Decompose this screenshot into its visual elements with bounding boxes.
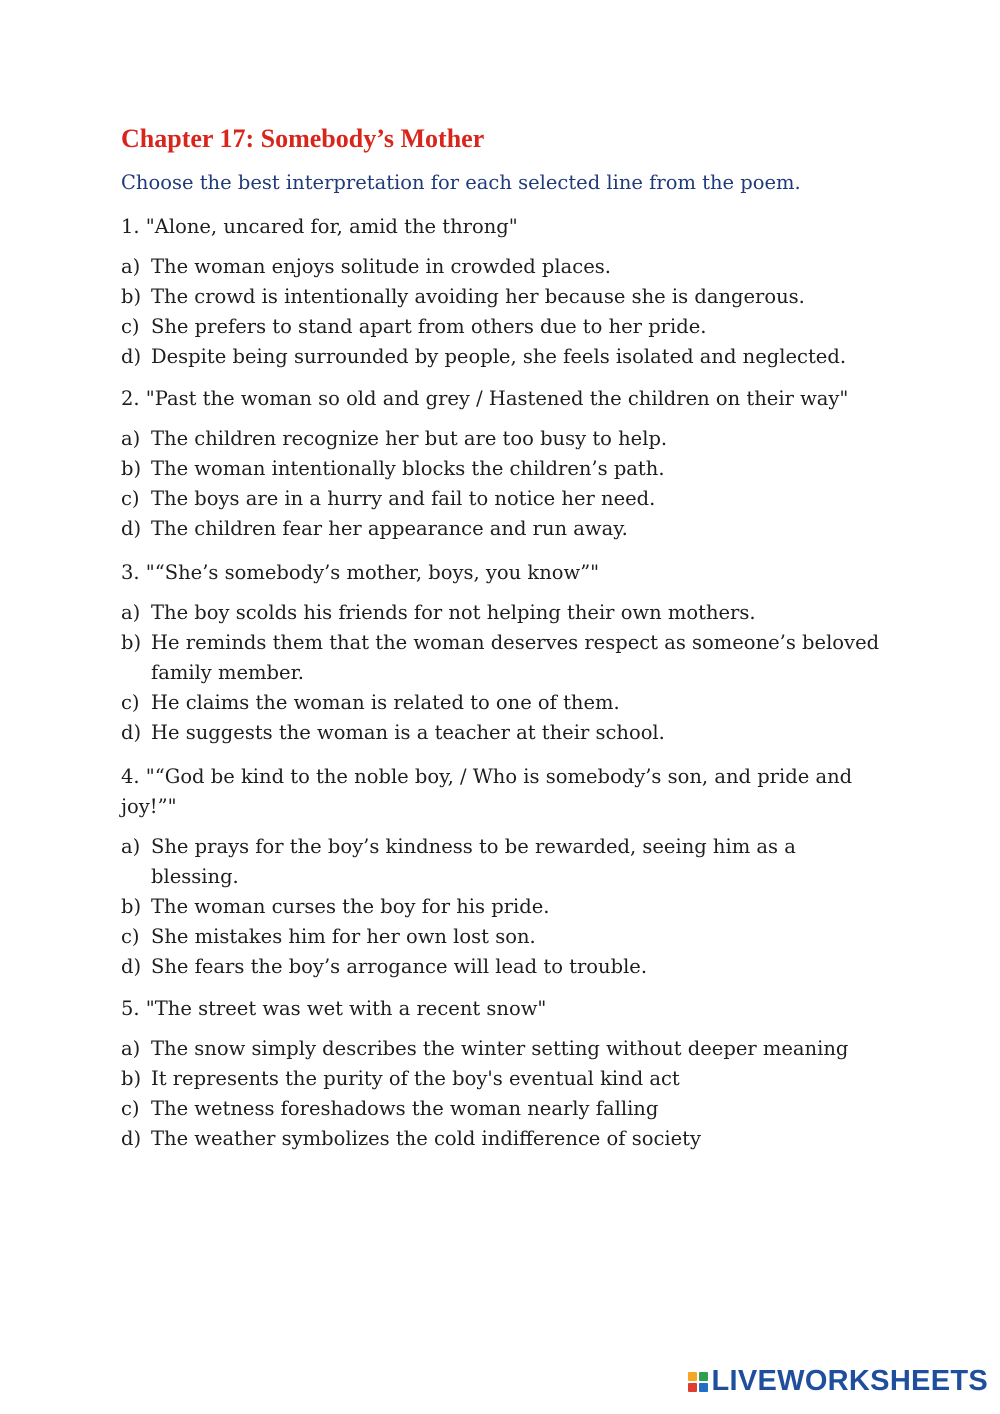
option-letter: c) — [121, 1097, 140, 1120]
option-text: He claims the woman is related to one of them. — [151, 691, 620, 714]
option-text: The woman enjoys solitude in crowded places. — [151, 255, 611, 278]
option-letter: c) — [121, 925, 140, 948]
answer-option-a[interactable] — [121, 1034, 881, 1064]
option-text: She mistakes him for her own lost son. — [151, 925, 536, 948]
answer-options — [121, 252, 881, 372]
answer-option-a[interactable] — [121, 424, 881, 454]
answer-option-d[interactable] — [121, 1124, 881, 1154]
option-letter: a) — [121, 601, 141, 624]
option-text: Despite being surrounded by people, she feels isolated and neglected. — [151, 345, 847, 368]
liveworksheets-logo-icon — [688, 1372, 708, 1392]
logo-square-3 — [688, 1383, 697, 1392]
option-letter: d) — [121, 345, 142, 368]
answer-option-b[interactable] — [121, 892, 881, 922]
option-text: The woman curses the boy for his pride. — [151, 895, 550, 918]
answer-option-c[interactable] — [121, 1094, 881, 1124]
option-text: The children fear her appearance and run away. — [151, 517, 628, 540]
option-letter: d) — [121, 1127, 142, 1150]
answer-option-d[interactable] — [121, 514, 881, 544]
option-text: The crowd is intentionally avoiding her because she is dangerous. — [151, 285, 805, 308]
option-letter: a) — [121, 255, 141, 278]
option-text: He suggests the woman is a teacher at their school. — [151, 721, 665, 744]
question-5 — [121, 994, 881, 1154]
answer-option-a[interactable] — [121, 832, 881, 892]
answer-option-d[interactable] — [121, 718, 881, 748]
logo-text: LIVEWORKSHEETS — [711, 1365, 988, 1397]
option-text: The woman intentionally blocks the children’s path. — [151, 457, 665, 480]
answer-option-c[interactable] — [121, 312, 881, 342]
answer-option-a[interactable] — [121, 252, 881, 282]
answer-options — [121, 832, 881, 982]
option-text: The wetness foreshadows the woman nearly falling — [151, 1097, 659, 1120]
option-letter: b) — [121, 1067, 142, 1090]
answer-option-d[interactable] — [121, 342, 881, 372]
option-text: It represents the purity of the boy's eventual kind act — [151, 1067, 680, 1090]
option-text: She prays for the boy’s kindness to be rewarded, seeing him as a blessing. — [151, 835, 796, 888]
answer-option-c[interactable] — [121, 922, 881, 952]
answer-options — [121, 424, 881, 544]
option-text: The children recognize her but are too busy to help. — [151, 427, 668, 450]
option-letter: b) — [121, 285, 142, 308]
option-letter: c) — [121, 315, 140, 338]
question-prompt: 3. "“She’s somebody’s mother, boys, you know”" — [121, 561, 600, 584]
option-letter: b) — [121, 457, 142, 480]
option-letter: d) — [121, 955, 142, 978]
option-letter: d) — [121, 517, 142, 540]
question-prompt: 4. "“God be kind to the noble boy, / Who is somebody’s son, and pride and joy!”" — [121, 765, 853, 818]
answer-options — [121, 1034, 881, 1154]
answer-option-c[interactable] — [121, 688, 881, 718]
answer-option-b[interactable] — [121, 1064, 881, 1094]
answer-options — [121, 598, 881, 748]
liveworksheets-logo — [688, 1365, 989, 1398]
option-letter: d) — [121, 721, 142, 744]
question-3 — [121, 558, 881, 748]
question-1 — [121, 212, 881, 372]
option-text: The snow simply describes the winter setting without deeper meaning — [151, 1037, 849, 1060]
chapter-title: Chapter 17: Somebody’s Mother — [121, 124, 485, 153]
option-letter: c) — [121, 487, 140, 510]
question-4 — [121, 762, 881, 982]
option-text: He reminds them that the woman deserves respect as someone’s beloved family member. — [151, 631, 880, 684]
instructions: Choose the best interpretation for each selected line from the poem. — [121, 171, 801, 194]
logo-square-1 — [688, 1372, 697, 1381]
option-letter: a) — [121, 835, 141, 858]
answer-option-c[interactable] — [121, 484, 881, 514]
option-text: She fears the boy’s arrogance will lead to trouble. — [151, 955, 648, 978]
option-text: She prefers to stand apart from others due to her pride. — [151, 315, 707, 338]
logo-square-2 — [699, 1372, 708, 1381]
answer-option-d[interactable] — [121, 952, 881, 982]
option-text: The boy scolds his friends for not helping their own mothers. — [151, 601, 756, 624]
option-letter: b) — [121, 895, 142, 918]
question-prompt: 1. "Alone, uncared for, amid the throng" — [121, 215, 518, 238]
option-letter: b) — [121, 631, 142, 654]
question-prompt: 5. "The street was wet with a recent snow" — [121, 997, 547, 1020]
option-letter: a) — [121, 427, 141, 450]
option-text: The boys are in a hurry and fail to notice her need. — [151, 487, 656, 510]
logo-square-4 — [699, 1383, 708, 1392]
answer-option-b[interactable] — [121, 454, 881, 484]
question-2 — [121, 384, 881, 544]
question-prompt: 2. "Past the woman so old and grey / Hastened the children on their way" — [121, 387, 849, 410]
option-letter: c) — [121, 691, 140, 714]
worksheet-page — [121, 122, 881, 1154]
answer-option-b[interactable] — [121, 282, 881, 312]
option-text: The weather symbolizes the cold indifference of society — [151, 1127, 701, 1150]
option-letter: a) — [121, 1037, 141, 1060]
answer-option-b[interactable] — [121, 628, 881, 688]
answer-option-a[interactable] — [121, 598, 881, 628]
